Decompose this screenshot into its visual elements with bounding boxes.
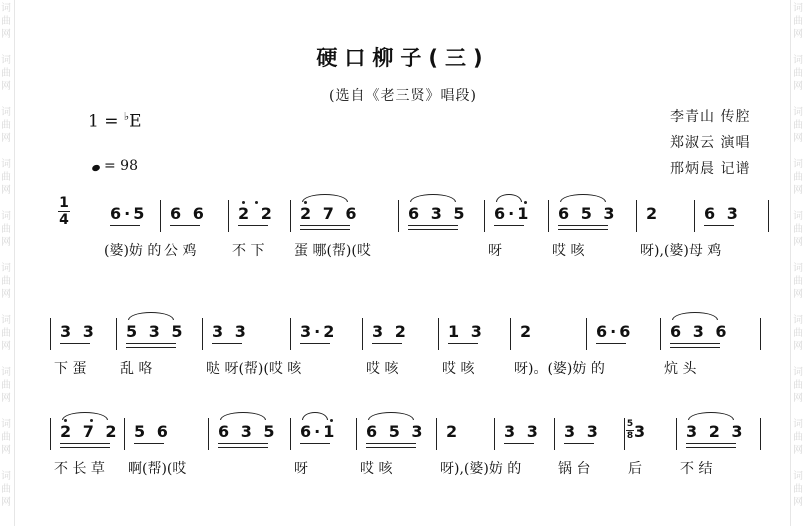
lyric-text: 不 长 草 bbox=[54, 461, 105, 477]
slur-arc bbox=[62, 412, 108, 420]
watermark-char: 网 bbox=[1, 29, 11, 40]
lyric-text: 不 下 bbox=[232, 243, 265, 259]
watermark-char: 网 bbox=[793, 81, 803, 92]
measure-notes: 5 3 5 bbox=[126, 322, 186, 341]
measure-notes: 2 7 6 bbox=[300, 204, 360, 223]
barline bbox=[436, 418, 437, 450]
barline bbox=[768, 200, 769, 232]
song-subtitle: (选自《老三贤》唱段) bbox=[329, 88, 477, 104]
slur-arc bbox=[410, 194, 456, 202]
watermark-char: 曲 bbox=[793, 68, 803, 79]
score-line bbox=[0, 418, 806, 498]
watermark-char: 词 bbox=[793, 159, 803, 170]
barline bbox=[636, 200, 637, 232]
watermark-char: 词 bbox=[1, 263, 11, 274]
beam-underline bbox=[704, 225, 734, 226]
lyric-text: 乱 咯 bbox=[120, 361, 153, 377]
octave-dot bbox=[304, 201, 307, 204]
watermark-char: 网 bbox=[1, 133, 11, 144]
time-signature-top: 5 bbox=[626, 419, 634, 429]
lyric-text: 啊(帮)(哎 bbox=[128, 461, 187, 477]
barline bbox=[116, 318, 117, 350]
watermark-char: 曲 bbox=[1, 484, 11, 495]
barline bbox=[484, 200, 485, 232]
octave-dot bbox=[330, 419, 333, 422]
watermark-char: 曲 bbox=[793, 380, 803, 391]
barline bbox=[398, 200, 399, 232]
barline bbox=[290, 318, 291, 350]
watermark-char: 词 bbox=[793, 471, 803, 482]
barline bbox=[438, 318, 439, 350]
watermark-char: 网 bbox=[793, 29, 803, 40]
beam-underline bbox=[134, 443, 164, 444]
beam-underline bbox=[408, 229, 458, 230]
barline bbox=[228, 200, 229, 232]
beam-underline bbox=[372, 343, 402, 344]
beam-underline bbox=[494, 225, 524, 226]
beam-underline bbox=[60, 447, 110, 448]
barline bbox=[124, 418, 125, 450]
watermark-char: 词 bbox=[793, 315, 803, 326]
key-prefix: 1 = bbox=[88, 111, 124, 132]
barline bbox=[356, 418, 357, 450]
beam-underline bbox=[212, 343, 242, 344]
lyric-text: 蛋 哪(帮)(哎 bbox=[294, 243, 371, 259]
score-line bbox=[0, 200, 806, 280]
watermark-char: 词 bbox=[1, 3, 11, 14]
watermark-char: 曲 bbox=[1, 328, 11, 339]
measure-notes: 6 3 6 bbox=[670, 322, 730, 341]
watermark-char: 网 bbox=[1, 237, 11, 248]
measure-notes: 6·1 bbox=[300, 422, 338, 441]
slur-arc bbox=[368, 412, 414, 420]
watermark-char: 曲 bbox=[793, 224, 803, 235]
watermark-char: 曲 bbox=[1, 224, 11, 235]
slur-arc bbox=[496, 194, 522, 202]
watermark-char: 网 bbox=[793, 445, 803, 456]
watermark-char: 曲 bbox=[793, 432, 803, 443]
watermark-char: 网 bbox=[1, 497, 11, 508]
measure-notes: 6 5 3 bbox=[558, 204, 618, 223]
tempo-value: = 98 bbox=[104, 158, 138, 174]
watermark-char: 词 bbox=[793, 419, 803, 430]
beam-underline bbox=[300, 225, 350, 226]
watermark-char: 曲 bbox=[1, 16, 11, 27]
beam-underline bbox=[686, 443, 736, 444]
measure-notes: 3 2 bbox=[372, 322, 409, 341]
watermark-char: 曲 bbox=[793, 16, 803, 27]
lyric-text: 哎 咳 bbox=[442, 361, 475, 377]
beam-underline bbox=[60, 343, 90, 344]
beam-underline bbox=[218, 447, 268, 448]
watermark-char: 网 bbox=[1, 81, 11, 92]
lyric-text: (婆)妨 的 bbox=[104, 243, 162, 259]
watermark-char: 网 bbox=[1, 393, 11, 404]
beam-underline bbox=[670, 343, 720, 344]
lyric-text: 炕 头 bbox=[664, 361, 697, 377]
quarter-note-icon bbox=[91, 164, 101, 172]
lyric-text: 呀),(婆)母 鸡 bbox=[640, 243, 722, 259]
barline bbox=[362, 318, 363, 350]
measure-notes: 6 3 bbox=[704, 204, 741, 223]
time-signature-bottom: 4 bbox=[59, 212, 69, 228]
beam-underline bbox=[126, 343, 176, 344]
watermark-char: 网 bbox=[793, 237, 803, 248]
barline bbox=[50, 318, 51, 350]
measure-notes: 3 3 bbox=[504, 422, 541, 441]
watermark-char: 词 bbox=[1, 315, 11, 326]
beam-underline bbox=[558, 229, 608, 230]
measure-notes: 3 bbox=[634, 422, 649, 441]
measure-notes: 6·1 bbox=[494, 204, 532, 223]
song-title: 硬口柳子(三) bbox=[316, 46, 490, 70]
beam-underline bbox=[366, 443, 416, 444]
lyric-text: 哎 咳 bbox=[360, 461, 393, 477]
slur-arc bbox=[688, 412, 734, 420]
beam-underline bbox=[126, 347, 176, 348]
beam-underline bbox=[564, 443, 594, 444]
beam-underline bbox=[300, 229, 350, 230]
measure-notes: 2 7 2 bbox=[60, 422, 120, 441]
barline bbox=[554, 418, 555, 450]
slur-arc bbox=[302, 412, 328, 420]
measure-notes: 1 3 bbox=[448, 322, 485, 341]
watermark-char: 网 bbox=[1, 341, 11, 352]
watermark-char: 网 bbox=[1, 289, 11, 300]
measure-notes: 2 bbox=[646, 204, 661, 223]
barline bbox=[760, 318, 761, 350]
watermark-char: 网 bbox=[793, 133, 803, 144]
watermark-char: 网 bbox=[1, 185, 11, 196]
watermark-char: 曲 bbox=[1, 432, 11, 443]
time-signature-change bbox=[626, 420, 634, 441]
beam-underline bbox=[366, 447, 416, 448]
beam-underline bbox=[238, 225, 268, 226]
slur-arc bbox=[672, 312, 718, 320]
barline bbox=[586, 318, 587, 350]
watermark-char: 网 bbox=[793, 289, 803, 300]
credit-line: 邢炳晨 记谱 bbox=[670, 161, 751, 177]
watermark-char: 词 bbox=[793, 211, 803, 222]
beam-underline bbox=[300, 443, 330, 444]
watermark-char: 曲 bbox=[1, 68, 11, 79]
beam-underline bbox=[218, 443, 268, 444]
watermark-char: 词 bbox=[793, 107, 803, 118]
tempo-marking bbox=[92, 158, 138, 174]
lyric-text: 锅 台 bbox=[558, 461, 591, 477]
measure-notes: 6 3 5 bbox=[408, 204, 468, 223]
measure-notes: 6·5 bbox=[110, 204, 148, 223]
octave-dot bbox=[64, 419, 67, 422]
beam-underline bbox=[408, 225, 458, 226]
credit-line: 郑淑云 演唱 bbox=[670, 135, 751, 151]
measure-notes: 6 3 5 bbox=[218, 422, 278, 441]
lyric-text: 下 蛋 bbox=[54, 361, 87, 377]
watermark-char: 词 bbox=[1, 471, 11, 482]
barline bbox=[290, 200, 291, 232]
octave-dot bbox=[255, 201, 258, 204]
octave-dot bbox=[90, 419, 93, 422]
barline bbox=[694, 200, 695, 232]
barline bbox=[50, 418, 51, 450]
watermark-char: 词 bbox=[793, 3, 803, 14]
barline bbox=[676, 418, 677, 450]
barline bbox=[202, 318, 203, 350]
watermark-char: 词 bbox=[793, 367, 803, 378]
watermark-char: 曲 bbox=[1, 276, 11, 287]
beam-underline bbox=[300, 343, 330, 344]
watermark-char: 曲 bbox=[793, 328, 803, 339]
measure-notes: 5 6 bbox=[134, 422, 171, 441]
measure-notes: 3 2 3 bbox=[686, 422, 746, 441]
octave-dot bbox=[524, 201, 527, 204]
beam-underline bbox=[670, 347, 720, 348]
barline bbox=[510, 318, 511, 350]
slur-arc bbox=[128, 312, 174, 320]
watermark-char: 词 bbox=[1, 107, 11, 118]
lyric-text: 不 结 bbox=[680, 461, 713, 477]
measure-notes: 6 5 3 bbox=[366, 422, 426, 441]
watermark-char: 词 bbox=[1, 211, 11, 222]
measure-notes: 2 bbox=[446, 422, 461, 441]
lyric-text: 呀)。(婆)妨 的 bbox=[514, 361, 605, 377]
measure-notes: 3 3 bbox=[564, 422, 601, 441]
slur-arc bbox=[220, 412, 266, 420]
watermark-char: 曲 bbox=[1, 172, 11, 183]
lyric-text: 哎 咳 bbox=[552, 243, 585, 259]
credit-line: 李青山 传腔 bbox=[670, 109, 751, 125]
lyric-text: 呀),(婆)妨 的 bbox=[440, 461, 522, 477]
score-line bbox=[0, 315, 806, 398]
lyric-text: 哒 呀(帮)(哎 咳 bbox=[206, 361, 302, 377]
beam-underline bbox=[110, 225, 140, 226]
watermark-char: 网 bbox=[793, 341, 803, 352]
barline bbox=[290, 418, 291, 450]
watermark-char: 曲 bbox=[1, 120, 11, 131]
watermark-char: 网 bbox=[793, 497, 803, 508]
watermark-char: 曲 bbox=[1, 380, 11, 391]
watermark-char: 词 bbox=[1, 55, 11, 66]
barline bbox=[624, 418, 625, 450]
flat-sign: ♭ bbox=[123, 110, 130, 123]
beam-underline bbox=[60, 443, 110, 444]
slur-arc bbox=[302, 194, 348, 202]
beam-underline bbox=[448, 343, 478, 344]
barline bbox=[494, 418, 495, 450]
measure-notes: 2 2 bbox=[238, 204, 275, 223]
measure-notes: 2 bbox=[520, 322, 535, 341]
barline bbox=[548, 200, 549, 232]
beam-underline bbox=[686, 447, 736, 448]
watermark-char: 词 bbox=[1, 367, 11, 378]
measure-notes: 3 3 bbox=[212, 322, 249, 341]
lyric-text: 后 bbox=[628, 461, 642, 477]
slur-arc bbox=[560, 194, 606, 202]
barline bbox=[660, 318, 661, 350]
measure-notes: 3 3 bbox=[60, 322, 97, 341]
watermark-char: 词 bbox=[793, 55, 803, 66]
lyric-text: 公 鸡 bbox=[164, 243, 197, 259]
measure-notes: 6 6 bbox=[170, 204, 207, 223]
octave-dot bbox=[242, 201, 245, 204]
watermark-char: 曲 bbox=[793, 172, 803, 183]
key-note: E bbox=[129, 111, 142, 132]
measure-notes: 6·6 bbox=[596, 322, 634, 341]
watermark-char: 网 bbox=[1, 445, 11, 456]
measure-notes: 3·2 bbox=[300, 322, 338, 341]
watermark-char: 网 bbox=[793, 185, 803, 196]
barline bbox=[760, 418, 761, 450]
beam-underline bbox=[504, 443, 534, 444]
lyric-text: 哎 咳 bbox=[366, 361, 399, 377]
lyric-text: 呀 bbox=[294, 461, 308, 477]
barline bbox=[208, 418, 209, 450]
time-signature-top: 1 bbox=[59, 195, 69, 211]
beam-underline bbox=[558, 225, 608, 226]
watermark-char: 曲 bbox=[793, 120, 803, 131]
time-signature-bottom: 8 bbox=[626, 431, 634, 441]
barline bbox=[160, 200, 161, 232]
beam-underline bbox=[596, 343, 626, 344]
key-signature bbox=[88, 110, 142, 132]
watermark-char: 曲 bbox=[793, 276, 803, 287]
watermark-char: 词 bbox=[1, 419, 11, 430]
lyric-text: 呀 bbox=[488, 243, 502, 259]
watermark-char: 词 bbox=[1, 159, 11, 170]
watermark-char: 词 bbox=[793, 263, 803, 274]
watermark-char: 曲 bbox=[793, 484, 803, 495]
beam-underline bbox=[170, 225, 200, 226]
watermark-char: 网 bbox=[793, 393, 803, 404]
credits bbox=[670, 104, 750, 182]
